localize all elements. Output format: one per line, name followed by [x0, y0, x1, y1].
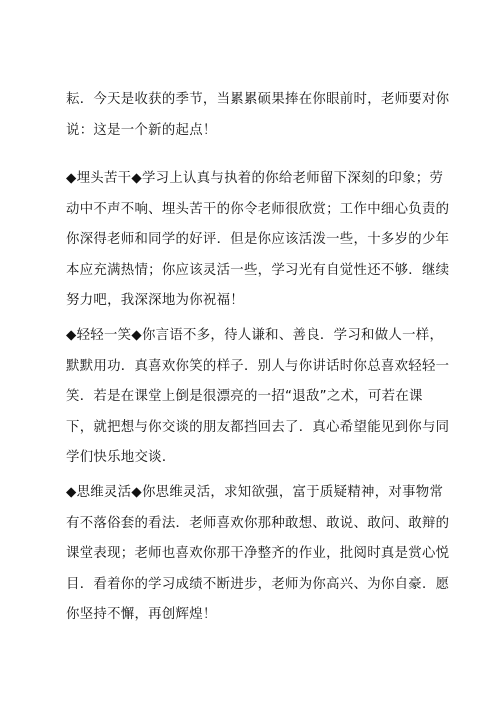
paragraph-closing-intro — [66, 85, 450, 146]
text-line: 笑．若是在课堂上倒是很漂亮的一招“退敌”之术，可若在课 — [66, 389, 423, 404]
text-line: ◆埋头苦干◆学习上认真与执着的你给老师留下深刻的印象；劳 — [66, 171, 444, 186]
text-line: 耘．今天是收获的季节，当累累硕果捧在你眼前时，老师要对你 — [66, 92, 450, 107]
text-line: 目．看着你的学习成绩不断进步，老师为你高兴、为你自豪．愿 — [66, 576, 450, 592]
text-line: 学们快乐地交谈． — [66, 450, 176, 465]
text-line: 有不落俗套的看法．老师喜欢你那种敢想、敢说、敢问、敢辩的 — [66, 515, 450, 531]
text-line: 你坚持不懈，再创辉煌！ — [66, 607, 217, 622]
text-line: 下，就把想与你交谈的朋友都挡回去了．真心希望能见到你与同 — [66, 419, 450, 435]
text-line: ◆轻轻一笑◆你言语不多，待人谦和、善良．学习和做人一样， — [66, 328, 444, 343]
text-line: 说：这是一个新的起点！ — [66, 122, 217, 138]
paragraph-gentle-smile — [66, 321, 450, 474]
text-line: 努力吧，我深深地为你祝福！ — [66, 293, 244, 308]
paragraph-hardworking — [66, 164, 450, 317]
text-line: 默默用功．真喜欢你笑的样子．别人与你讲话时你总喜欢轻轻一 — [66, 358, 450, 374]
paragraph-flexible-thinking — [66, 478, 450, 631]
text-line: 课堂表现；老师也喜欢你那干净整齐的作业，批阅时真是赏心悦 — [66, 546, 450, 561]
text-line: 你深得老师和同学的好评．但是你应该活泼一些，十多岁的少年 — [66, 232, 450, 247]
text-line: ◆思维灵活◆你思维灵活，求知欲强，富于质疑精神，对事物常 — [66, 485, 444, 500]
text-line: 动中不声不响、埋头苦干的你令老师很欣赏；工作中细心负责的 — [66, 201, 450, 217]
text-line: 本应充满热情；你应该灵活一些，学习光有自觉性还不够．继续 — [66, 262, 450, 278]
